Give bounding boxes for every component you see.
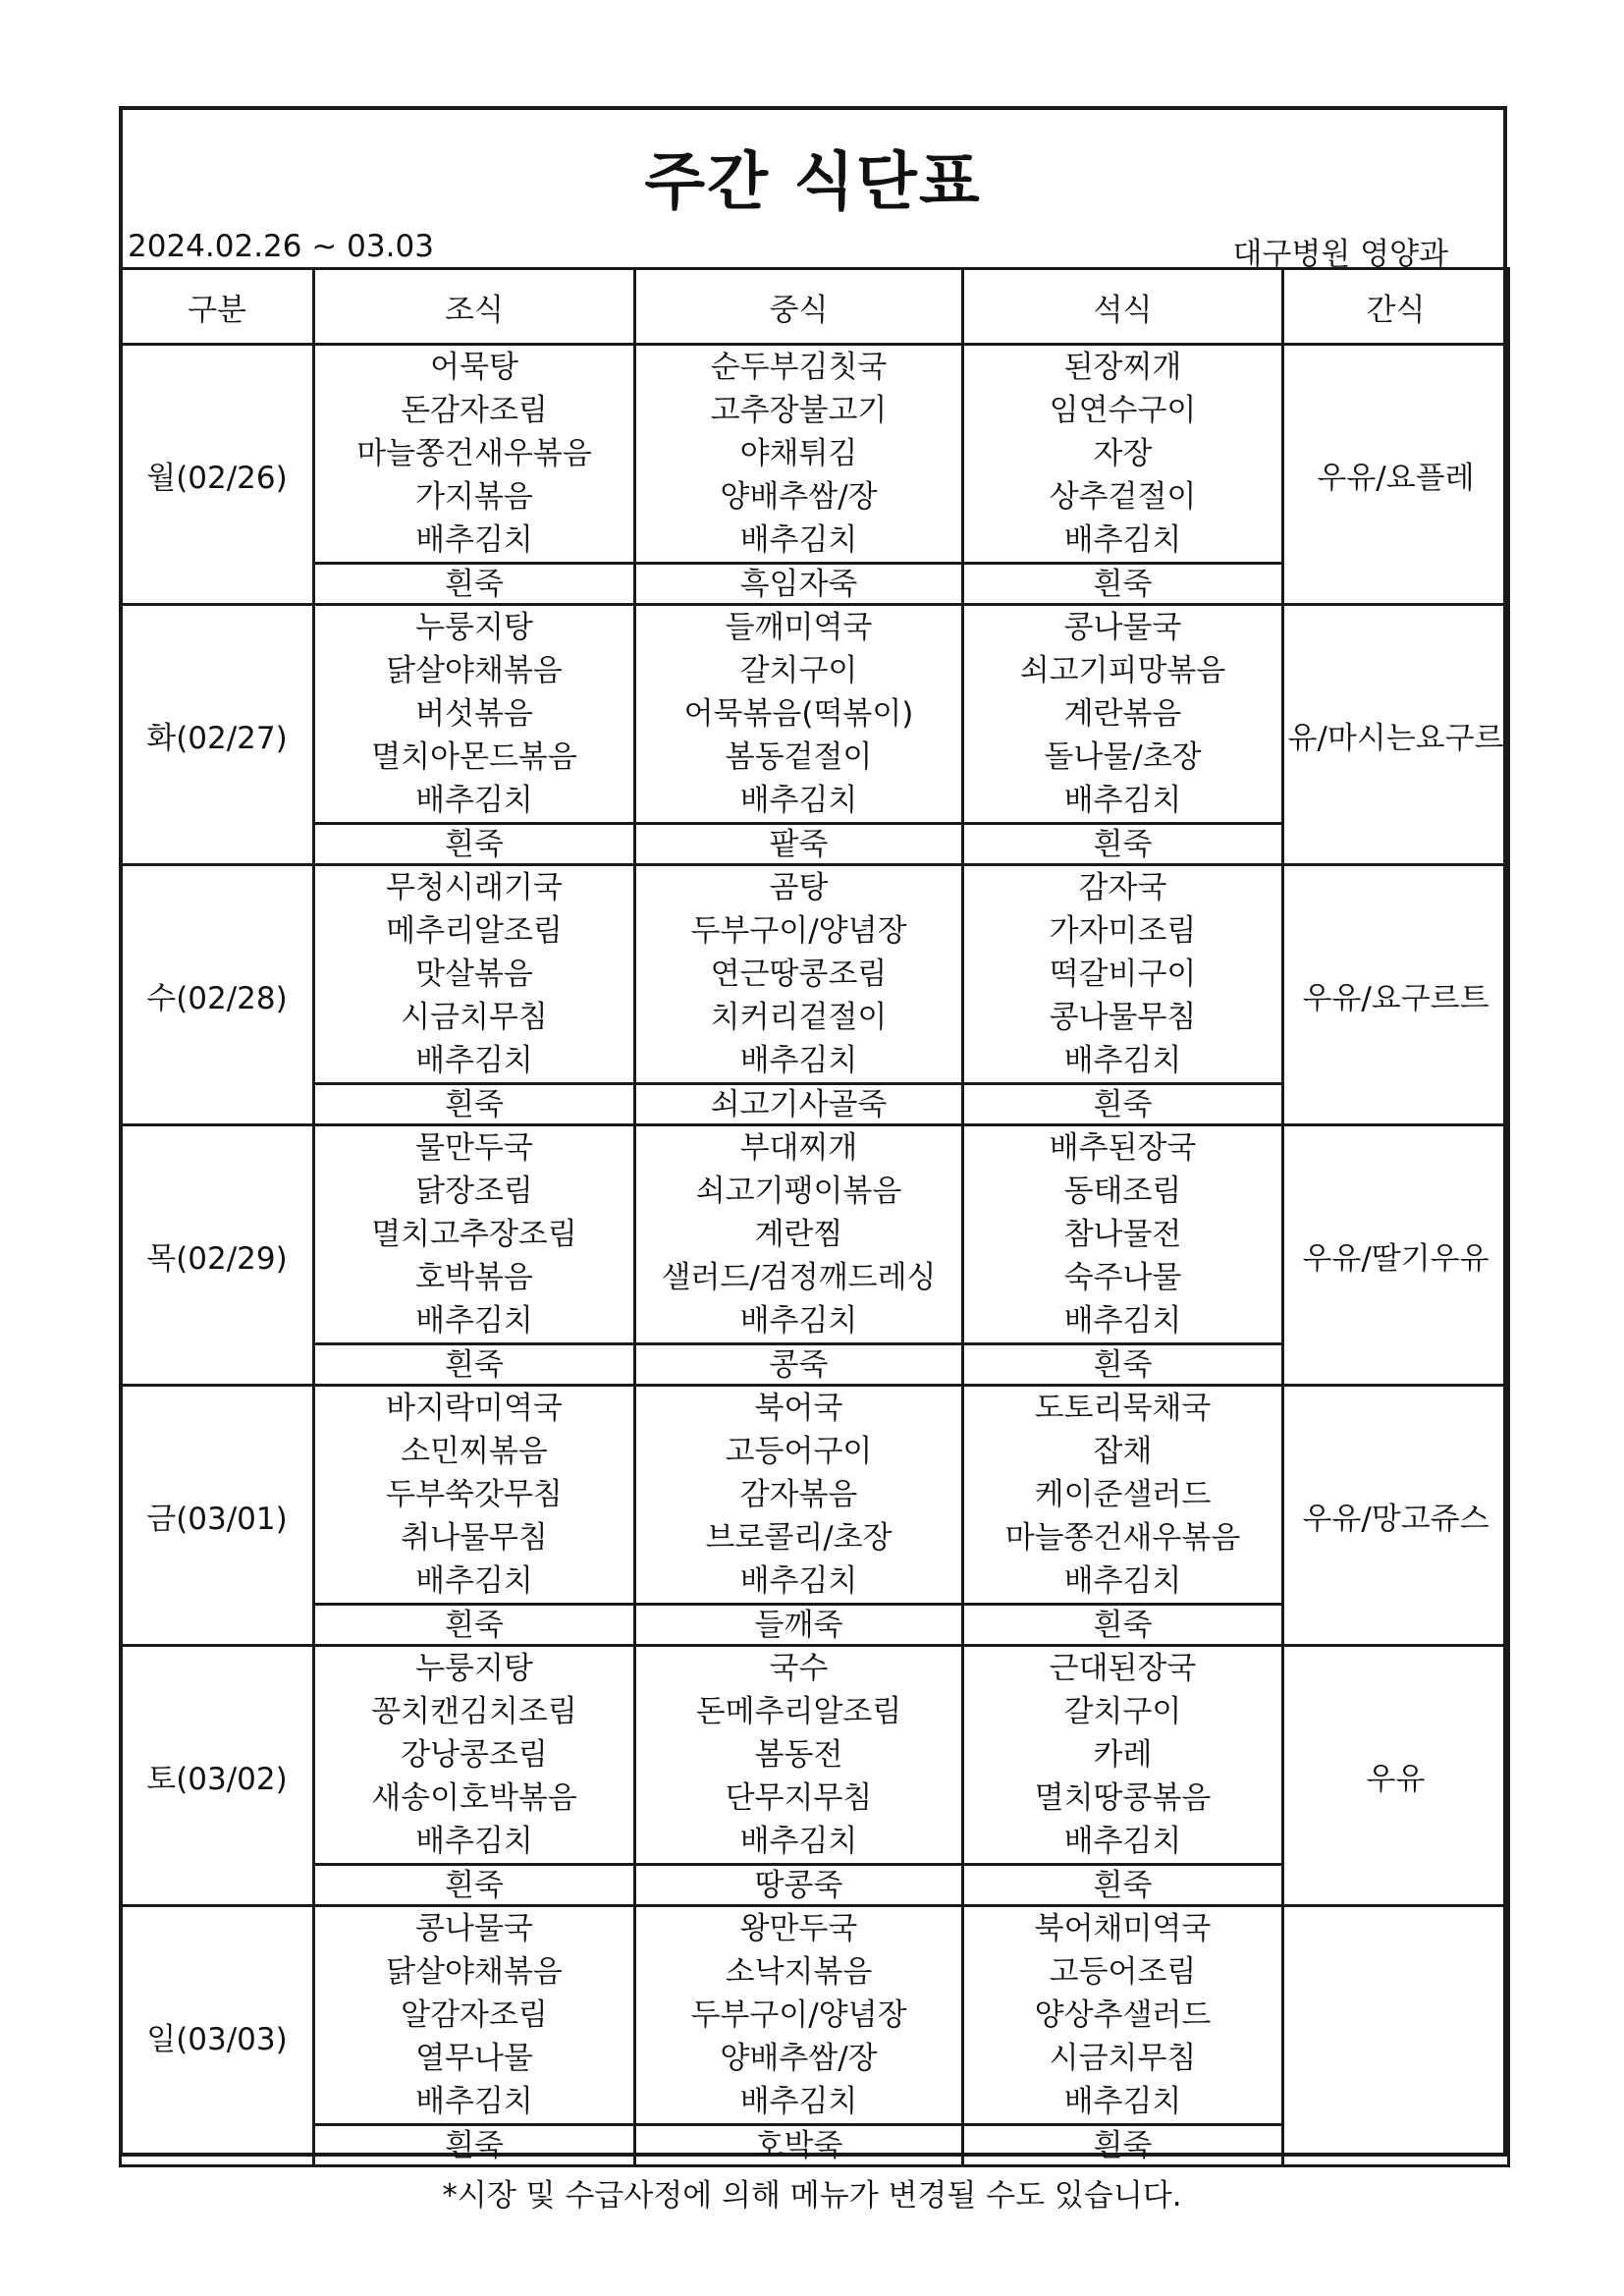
porridge-cell: 들깨죽	[635, 1605, 963, 1646]
menu-item: 연근땅콩조림	[710, 957, 888, 992]
menu-sheet	[119, 106, 1507, 2163]
day-label: 목(02/29)	[121, 1125, 314, 1386]
snack-cell: 우유/요구르트	[1283, 865, 1509, 1125]
menu-item: 상추겉절이	[1049, 479, 1197, 515]
menu-item: 근대된장국	[1049, 1651, 1197, 1686]
dinner-cell	[963, 1906, 1283, 2125]
weekly-menu-table	[119, 267, 1510, 2167]
menu-item: 시금치무침	[1049, 2041, 1197, 2076]
porridge-cell: 흰죽	[963, 1605, 1283, 1646]
menu-item: 임연수구이	[1049, 393, 1197, 428]
menu-item: 브로콜리/초장	[705, 1520, 893, 1556]
breakfast-cell	[314, 1125, 635, 1344]
menu-item: 자장	[1093, 436, 1153, 471]
day-label: 일(03/03)	[121, 1906, 314, 2166]
menu-item: 누룽지탕	[415, 1651, 533, 1686]
lunch-cell	[635, 1646, 963, 1865]
dinner-cell	[963, 1386, 1283, 1605]
menu-item: 닭장조림	[415, 1174, 533, 1209]
menu-item: 닭살야채볶음	[386, 653, 563, 688]
porridge-cell: 호박죽	[635, 2125, 963, 2166]
porridge-cell: 흰죽	[314, 1605, 635, 1646]
breakfast-cell	[314, 865, 635, 1084]
porridge-cell: 흰죽	[963, 824, 1283, 865]
header-row	[121, 269, 1509, 345]
menu-item: 쇠고기피망볶음	[1019, 653, 1226, 688]
lunch-cell	[635, 865, 963, 1084]
department-name: 대구병원 영양과	[1232, 237, 1448, 272]
header-category: 구분	[121, 269, 314, 345]
menu-item: 배추김치	[415, 1303, 533, 1339]
porridge-cell: 팥죽	[635, 824, 963, 865]
menu-item: 배추김치	[1063, 2084, 1182, 2119]
day-row	[121, 1906, 1509, 2125]
menu-item: 두부구이/양념장	[690, 913, 907, 949]
dinner-cell	[963, 1125, 1283, 1344]
dinner-cell	[963, 1646, 1283, 1865]
lunch-cell	[635, 345, 963, 564]
snack-cell: 우유/망고쥬스	[1283, 1386, 1509, 1646]
footnote: *시장 및 수급사정에 의해 메뉴가 변경될 수도 있습니다.	[442, 2178, 1182, 2214]
menu-item: 취나물무침	[401, 1520, 548, 1556]
menu-item: 배추김치	[415, 1563, 533, 1599]
menu-item: 마늘쫑건새우볶음	[356, 436, 592, 471]
menu-item: 왕만두국	[739, 1911, 858, 1946]
snack-cell	[1283, 1906, 1509, 2166]
menu-item: 참나물전	[1063, 1217, 1182, 1252]
day-row	[121, 865, 1509, 1084]
breakfast-cell	[314, 605, 635, 824]
menu-item: 배추김치	[415, 1824, 533, 1859]
menu-item: 새송이호박볶음	[371, 1780, 577, 1816]
day-row	[121, 1125, 1509, 1344]
menu-item: 돌나물/초장	[1044, 739, 1202, 775]
lunch-cell	[635, 1125, 963, 1344]
date-range: 2024.02.26 ~ 03.03	[128, 229, 434, 264]
page-title: 주간 식단표	[644, 146, 982, 219]
menu-item: 무청시래기국	[386, 870, 563, 905]
porridge-cell: 흰죽	[314, 1865, 635, 1906]
day-label: 월(02/26)	[121, 345, 314, 605]
day-row	[121, 1386, 1509, 1605]
menu-item: 국수	[769, 1651, 829, 1686]
day-label: 수(02/28)	[121, 865, 314, 1125]
menu-item: 두부구이/양념장	[690, 1997, 907, 2033]
menu-item: 카레	[1093, 1737, 1153, 1773]
day-row	[121, 345, 1509, 564]
menu-item: 가지볶음	[415, 479, 533, 515]
menu-item: 바지락미역국	[386, 1391, 563, 1426]
menu-item: 감자국	[1078, 870, 1167, 905]
menu-item: 된장찌개	[1063, 350, 1182, 385]
porridge-cell: 콩죽	[635, 1344, 963, 1386]
menu-item: 북어채미역국	[1034, 1911, 1212, 1946]
menu-item: 갈치구이	[739, 653, 858, 688]
porridge-cell: 흑임자죽	[635, 564, 963, 605]
menu-item: 배추김치	[415, 522, 533, 558]
menu-item: 꽁치캔김치조림	[371, 1694, 577, 1729]
menu-item: 배추김치	[739, 1824, 858, 1859]
menu-item: 어묵탕	[430, 350, 518, 385]
menu-item: 마늘쫑건새우볶음	[1004, 1520, 1241, 1556]
menu-item: 단무지무침	[725, 1780, 873, 1816]
menu-item: 계란찜	[754, 1217, 843, 1252]
porridge-cell: 흰죽	[314, 564, 635, 605]
porridge-cell: 흰죽	[963, 2125, 1283, 2166]
dinner-cell	[963, 345, 1283, 564]
menu-item: 야채튀김	[739, 436, 858, 471]
lunch-cell	[635, 1386, 963, 1605]
lunch-cell	[635, 1906, 963, 2125]
menu-item: 순두부김칫국	[710, 350, 888, 385]
menu-item: 시금치무침	[401, 1000, 548, 1035]
menu-item: 호박볶음	[415, 1260, 533, 1295]
menu-item: 들깨미역국	[725, 610, 873, 645]
menu-item: 갈치구이	[1063, 1694, 1182, 1729]
menu-item: 북어국	[754, 1391, 843, 1426]
snack-cell: 우유	[1283, 1646, 1509, 1906]
header-snack: 간식	[1283, 269, 1509, 345]
menu-item: 케이준샐러드	[1034, 1477, 1212, 1512]
menu-item: 돈메추리알조림	[695, 1694, 902, 1729]
menu-item: 숙주나물	[1063, 1260, 1182, 1295]
menu-item: 배추된장국	[1049, 1130, 1197, 1166]
menu-item: 버섯볶음	[415, 696, 533, 732]
header-dinner: 석식	[963, 269, 1283, 345]
menu-item: 양배추쌈/장	[720, 479, 878, 515]
menu-item: 배추김치	[739, 2084, 858, 2119]
menu-item: 배추김치	[739, 1043, 858, 1078]
menu-item: 콩나물무침	[1049, 1000, 1197, 1035]
porridge-cell: 흰죽	[314, 2125, 635, 2166]
menu-body	[121, 345, 1509, 2166]
menu-item: 배추김치	[1063, 522, 1182, 558]
menu-item: 배추김치	[415, 1043, 533, 1078]
menu-item: 부대찌개	[739, 1130, 858, 1166]
menu-item: 소낙지볶음	[725, 1954, 873, 1990]
porridge-cell: 흰죽	[963, 1865, 1283, 1906]
day-label: 토(03/02)	[121, 1646, 314, 1906]
menu-item: 물만두국	[415, 1130, 533, 1166]
lunch-cell	[635, 605, 963, 824]
menu-item: 돈감자조림	[401, 393, 548, 428]
menu-item: 떡갈비구이	[1049, 957, 1197, 992]
menu-item: 소민찌볶음	[401, 1434, 548, 1469]
menu-item: 배추김치	[415, 783, 533, 818]
menu-item: 콩나물국	[415, 1911, 533, 1946]
porridge-cell: 흰죽	[314, 1084, 635, 1125]
menu-item: 배추김치	[1063, 1303, 1182, 1339]
menu-item: 샐러드/검정깨드레싱	[661, 1260, 937, 1295]
menu-item: 봄동전	[754, 1737, 843, 1773]
dinner-cell	[963, 865, 1283, 1084]
menu-item: 닭살야채볶음	[386, 1954, 563, 1990]
menu-item: 배추김치	[739, 783, 858, 818]
day-label: 금(03/01)	[121, 1386, 314, 1646]
menu-item: 멸치아몬드볶음	[371, 739, 577, 775]
menu-item: 강낭콩조림	[401, 1737, 548, 1773]
menu-item: 배추김치	[1063, 1563, 1182, 1599]
menu-item: 계란볶음	[1063, 696, 1182, 732]
porridge-cell: 흰죽	[963, 1084, 1283, 1125]
breakfast-cell	[314, 1906, 635, 2125]
menu-item: 고등어조림	[1049, 1954, 1197, 1990]
menu-item: 콩나물국	[1063, 610, 1182, 645]
menu-item: 배추김치	[1063, 783, 1182, 818]
menu-item: 어묵볶음(떡볶이)	[683, 696, 914, 732]
menu-item: 동태조림	[1063, 1174, 1182, 1209]
menu-item: 열무나물	[415, 2041, 533, 2076]
porridge-cell: 쇠고기사골죽	[635, 1084, 963, 1125]
day-row	[121, 1646, 1509, 1865]
day-label: 화(02/27)	[121, 605, 314, 865]
menu-item: 알감자조림	[401, 1997, 548, 2033]
menu-item: 고등어구이	[725, 1434, 873, 1469]
menu-item: 메추리알조림	[386, 913, 563, 949]
menu-item: 배추김치	[1063, 1824, 1182, 1859]
menu-item: 배추김치	[739, 522, 858, 558]
dinner-cell	[963, 605, 1283, 824]
menu-item: 배추김치	[415, 2084, 533, 2119]
menu-item: 배추김치	[1063, 1043, 1182, 1078]
breakfast-cell	[314, 1646, 635, 1865]
menu-item: 가자미조림	[1049, 913, 1197, 949]
menu-item: 두부쑥갓무침	[386, 1477, 563, 1512]
menu-item: 곰탕	[769, 870, 829, 905]
snack-cell: 우유/딸기우유	[1283, 1125, 1509, 1386]
snack-cell: 유/마시는요구르	[1283, 605, 1509, 865]
menu-item: 배추김치	[739, 1563, 858, 1599]
breakfast-cell	[314, 1386, 635, 1605]
porridge-cell: 흰죽	[314, 1344, 635, 1386]
porridge-cell: 흰죽	[963, 1344, 1283, 1386]
porridge-cell: 흰죽	[963, 564, 1283, 605]
menu-item: 맛살볶음	[415, 957, 533, 992]
menu-item: 감자볶음	[739, 1477, 858, 1512]
menu-item: 쇠고기팽이볶음	[695, 1174, 902, 1209]
porridge-cell: 흰죽	[314, 824, 635, 865]
header-breakfast: 조식	[314, 269, 635, 345]
menu-item: 치커리겉절이	[710, 1000, 888, 1035]
menu-item: 도토리묵채국	[1034, 1391, 1212, 1426]
day-row	[121, 605, 1509, 824]
menu-item: 양상추샐러드	[1034, 1997, 1212, 2033]
menu-item: 멸치고추장조림	[371, 1217, 577, 1252]
menu-item: 양배추쌈/장	[720, 2041, 878, 2076]
menu-item: 누룽지탕	[415, 610, 533, 645]
porridge-cell: 땅콩죽	[635, 1865, 963, 1906]
breakfast-cell	[314, 345, 635, 564]
snack-cell: 우유/요플레	[1283, 345, 1509, 605]
header-lunch: 중식	[635, 269, 963, 345]
menu-item: 고추장불고기	[710, 393, 888, 428]
menu-item: 봄동겉절이	[725, 739, 873, 775]
menu-item: 잡채	[1093, 1434, 1153, 1469]
menu-item: 배추김치	[739, 1303, 858, 1339]
menu-item: 멸치땅콩볶음	[1034, 1780, 1212, 1816]
